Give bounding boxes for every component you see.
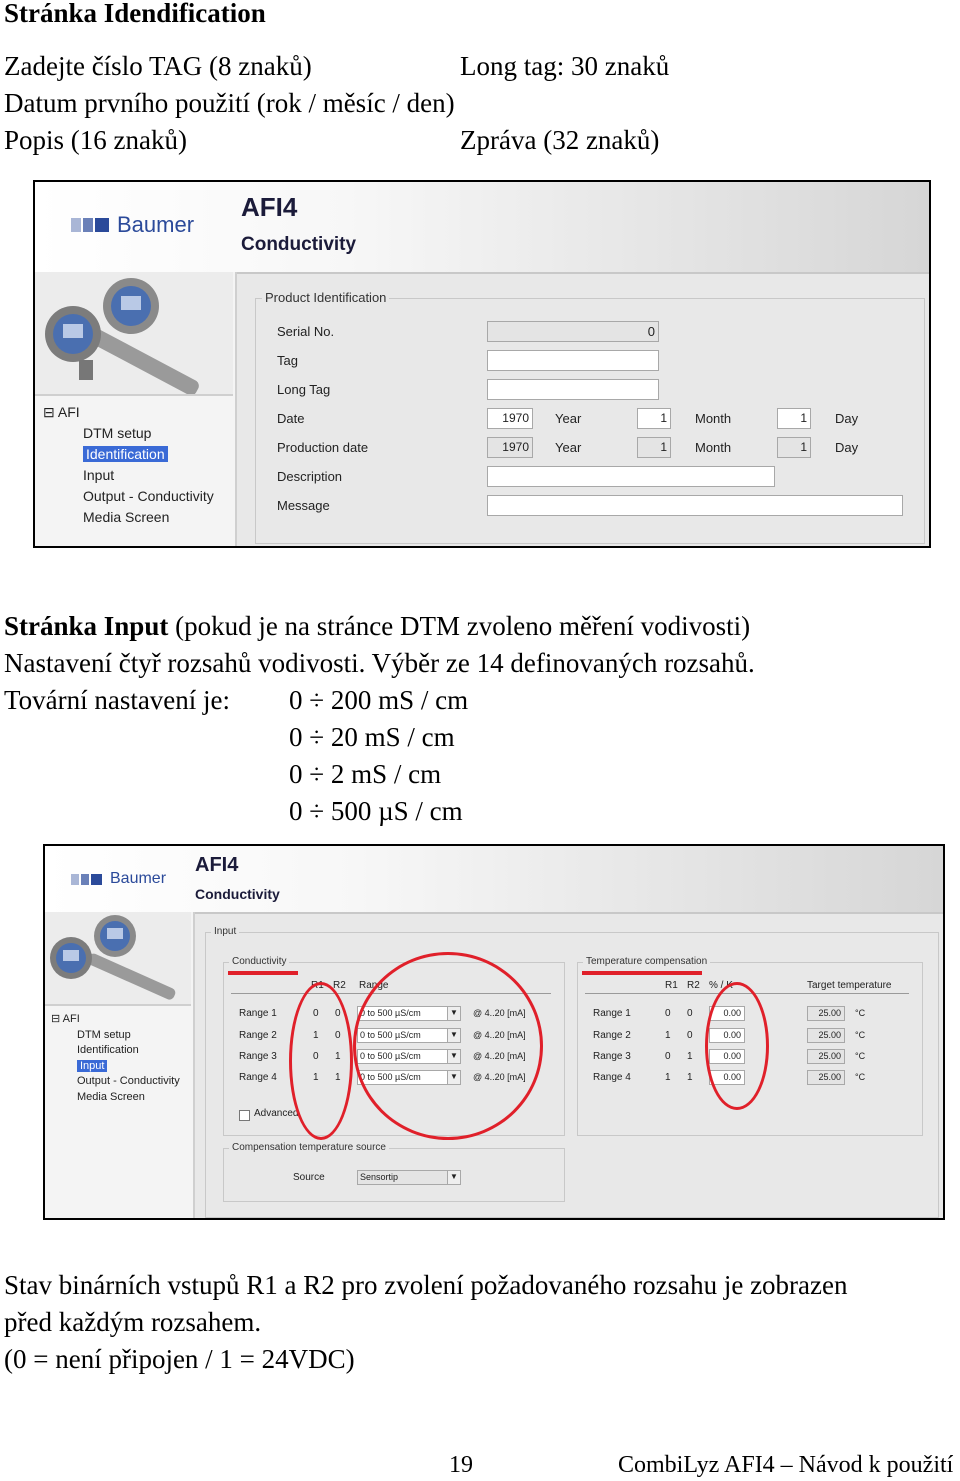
range-output: @ 4..20 [mA] (473, 1030, 526, 1040)
tree-item-media-screen[interactable]: Media Screen (77, 1090, 145, 1103)
target-temperature-field[interactable]: 25.00 (807, 1070, 845, 1085)
brand-name: Baumer (117, 212, 195, 237)
temp-r2: 1 (687, 1051, 693, 1062)
tree-item-output[interactable]: Output - Conductivity (77, 1075, 180, 1087)
tree-item-identification[interactable]: Identification (83, 446, 168, 462)
temp-coefficient-highlight-ring (705, 982, 769, 1110)
range-r2: 1 (335, 1072, 341, 1083)
temp-coefficient-field[interactable]: 0.00 (709, 1070, 745, 1085)
binary-inputs-legend: (0 = není připojen / 1 = 24VDC) (4, 1344, 355, 1374)
product-name: AFI4 (195, 854, 239, 876)
range-r1: 1 (313, 1072, 319, 1083)
range-label: Range 4 (239, 1072, 277, 1083)
production-month-field[interactable]: 1 (637, 437, 671, 458)
navigation-tree (43, 402, 214, 528)
temp-r1: 0 (665, 1051, 671, 1062)
factory-range-4: 0 ÷ 500 µS / cm (289, 796, 463, 826)
advanced-checkbox[interactable] (239, 1110, 250, 1121)
tag-length-text: Zadejte číslo TAG (8 znaků) (4, 51, 312, 81)
target-temperature-field[interactable]: 25.00 (807, 1049, 845, 1064)
tree-item-identification[interactable]: Identification (77, 1044, 139, 1056)
description-field[interactable] (487, 466, 775, 487)
temp-coefficient-field[interactable]: 0.00 (709, 1049, 745, 1064)
sidebar (35, 272, 237, 548)
description-length-text: Popis (16 znaků) (4, 125, 187, 155)
temp-range-label: Range 4 (593, 1072, 631, 1083)
description-label: Description (277, 469, 343, 484)
source-label: Source (293, 1172, 325, 1183)
date-year-unit: Year (555, 411, 582, 426)
binary-inputs-text-cont: před každým rozsahem. (4, 1307, 262, 1337)
range-select[interactable]: 0 to 500 µS/cm ▼ (357, 1006, 461, 1021)
date-label: Date (277, 411, 305, 426)
binary-inputs-text: Stav binárních vstupů R1 a R2 pro zvolení požadovaného rozsahu je zobrazen (4, 1270, 848, 1300)
range-select[interactable]: 0 to 500 µS/cm ▼ (357, 1049, 461, 1064)
temperature-underline (582, 971, 702, 975)
production-day-unit: Day (835, 440, 859, 455)
section-heading-identification: Stránka Idendification (4, 0, 266, 28)
range-r1: 0 (313, 1008, 319, 1019)
factory-settings-label: Tovární nastavení je: (4, 685, 231, 715)
temp-col-r1: R1 (665, 980, 678, 991)
temp-range-label: Range 2 (593, 1030, 631, 1041)
app-header (45, 846, 943, 914)
input-page-heading (4, 610, 750, 642)
temp-r2: 1 (687, 1072, 693, 1083)
input-page-heading-rest: (pokud je na stránce DTM zvoleno měření vodivosti) (168, 611, 751, 641)
device-illustration-icon (45, 912, 191, 1004)
range-label: Range 1 (239, 1008, 277, 1019)
date-year-field[interactable]: 1970 (487, 408, 533, 429)
tree-item-media-screen[interactable]: Media Screen (83, 509, 170, 525)
tree-item-input[interactable]: Input (83, 467, 115, 483)
production-year-unit: Year (555, 440, 582, 455)
long-tag-field[interactable] (487, 379, 659, 400)
advanced-label: Advanced (254, 1108, 299, 1119)
tree-item-dtm-setup[interactable]: DTM setup (83, 425, 152, 441)
col-r2: R2 (333, 980, 346, 991)
temp-col-r2: R2 (687, 980, 700, 991)
long-tag-length-text: Long tag: 30 znaků (460, 51, 670, 81)
date-month-unit: Month (695, 411, 732, 426)
temp-r2: 0 (687, 1030, 693, 1041)
product-name: AFI4 (241, 192, 298, 222)
production-date-label: Production date (277, 440, 369, 455)
range-r2: 0 (335, 1030, 341, 1041)
product-subtitle: Conductivity (241, 234, 357, 255)
temp-unit: °C (855, 1051, 866, 1061)
temp-r1: 1 (665, 1072, 671, 1083)
factory-range-3: 0 ÷ 2 mS / cm (289, 759, 442, 789)
baumer-logo (71, 212, 194, 238)
source-select[interactable]: Sensortip ▼ (357, 1170, 461, 1185)
input-page-heading-bold: Stránka Input (4, 611, 169, 641)
production-month-unit: Month (695, 440, 732, 455)
temp-range-label: Range 3 (593, 1051, 631, 1062)
compensation-source-title: Compensation temperature source (229, 1142, 389, 1153)
temp-unit: °C (855, 1030, 866, 1040)
range-output: @ 4..20 [mA] (473, 1051, 526, 1061)
tree-item-input[interactable]: Input (77, 1060, 107, 1072)
temperature-group-title: Temperature compensation (583, 956, 710, 967)
tree-item-output[interactable]: Output - Conductivity (83, 488, 214, 504)
range-output: @ 4..20 [mA] (473, 1072, 526, 1082)
baumer-logo (71, 870, 166, 888)
r1-r2-highlight-ring (289, 982, 353, 1140)
device-image (35, 272, 233, 396)
temp-unit: °C (855, 1072, 866, 1082)
range-r2: 1 (335, 1051, 341, 1062)
date-day-unit: Day (835, 411, 859, 426)
col-range: Range (359, 980, 389, 991)
factory-range-2: 0 ÷ 20 mS / cm (289, 722, 455, 752)
date-format-text: Datum prvního použití (rok / měsíc / den) (4, 88, 455, 118)
device-illustration-icon (35, 272, 233, 394)
factory-range-1: 0 ÷ 200 mS / cm (289, 685, 469, 715)
chevron-down-icon: ▼ (447, 1050, 460, 1063)
sidebar (45, 912, 195, 1220)
app-header (35, 182, 929, 274)
tree-item-dtm-setup[interactable]: DTM setup (77, 1028, 131, 1041)
range-label: Range 3 (239, 1051, 277, 1062)
serial-label: Serial No. (277, 324, 335, 339)
temp-r1: 0 (665, 1008, 671, 1019)
temp-coefficient-field[interactable]: 0.00 (709, 1028, 745, 1043)
range-label: Range 2 (239, 1030, 277, 1041)
range-r1: 1 (313, 1030, 319, 1041)
date-day-field[interactable]: 1 (777, 408, 811, 429)
tree-root[interactable]: ⊟ AFI (51, 1013, 80, 1025)
brand-name: Baumer (110, 870, 167, 887)
production-day-field[interactable]: 1 (777, 437, 811, 458)
input-group-title: Input (211, 926, 239, 937)
temp-range-label: Range 1 (593, 1008, 631, 1019)
footer-title: CombiLyz AFI4 – Návod k použití (618, 1452, 954, 1478)
chevron-down-icon: ▼ (447, 1007, 460, 1020)
temp-r2: 0 (687, 1008, 693, 1019)
conductivity-group-title: Conductivity (229, 956, 289, 967)
col-r1: R1 (311, 980, 324, 991)
temp-coefficient-field[interactable]: 0.00 (709, 1006, 745, 1021)
tree-root[interactable]: ⊟ AFI (43, 404, 80, 420)
message-length-text: Zpráva (32 znaků) (460, 125, 660, 155)
chevron-down-icon: ▼ (447, 1071, 460, 1084)
message-field[interactable] (487, 495, 903, 516)
target-temperature-field[interactable]: 25.00 (807, 1028, 845, 1043)
temp-col-pct: % / K (709, 980, 733, 991)
navigation-tree (51, 1012, 180, 1105)
identification-screenshot (33, 180, 931, 548)
message-label: Message (277, 498, 330, 513)
range-r2: 0 (335, 1008, 341, 1019)
conductivity-underline (228, 971, 298, 975)
range-select[interactable]: 0 to 500 µS/cm ▼ (357, 1028, 461, 1043)
range-r1: 0 (313, 1051, 319, 1062)
page-number: 19 (449, 1452, 473, 1478)
group-title: Product Identification (262, 290, 389, 305)
temp-unit: °C (855, 1008, 866, 1018)
product-subtitle: Conductivity (195, 886, 280, 902)
date-month-field[interactable]: 1 (637, 408, 671, 429)
temp-r1: 1 (665, 1030, 671, 1041)
temp-col-target: Target temperature (807, 980, 892, 991)
tag-field[interactable] (487, 350, 659, 371)
range-select[interactable]: 0 to 500 µS/cm ▼ (357, 1070, 461, 1085)
range-output: @ 4..20 [mA] (473, 1008, 526, 1018)
ranges-description: Nastavení čtyř rozsahů vodivosti. Výběr ze 14 definovaných rozsahů. (4, 648, 755, 678)
production-year-field[interactable]: 1970 (487, 437, 533, 458)
device-image (45, 912, 191, 1006)
range-highlight-ring (353, 952, 543, 1140)
chevron-down-icon: ▼ (447, 1029, 460, 1042)
tag-label: Tag (277, 353, 298, 368)
long-tag-label: Long Tag (277, 382, 331, 397)
chevron-down-icon: ▼ (447, 1171, 460, 1184)
serial-field[interactable]: 0 (487, 321, 659, 342)
input-screenshot (43, 844, 945, 1220)
target-temperature-field[interactable]: 25.00 (807, 1006, 845, 1021)
